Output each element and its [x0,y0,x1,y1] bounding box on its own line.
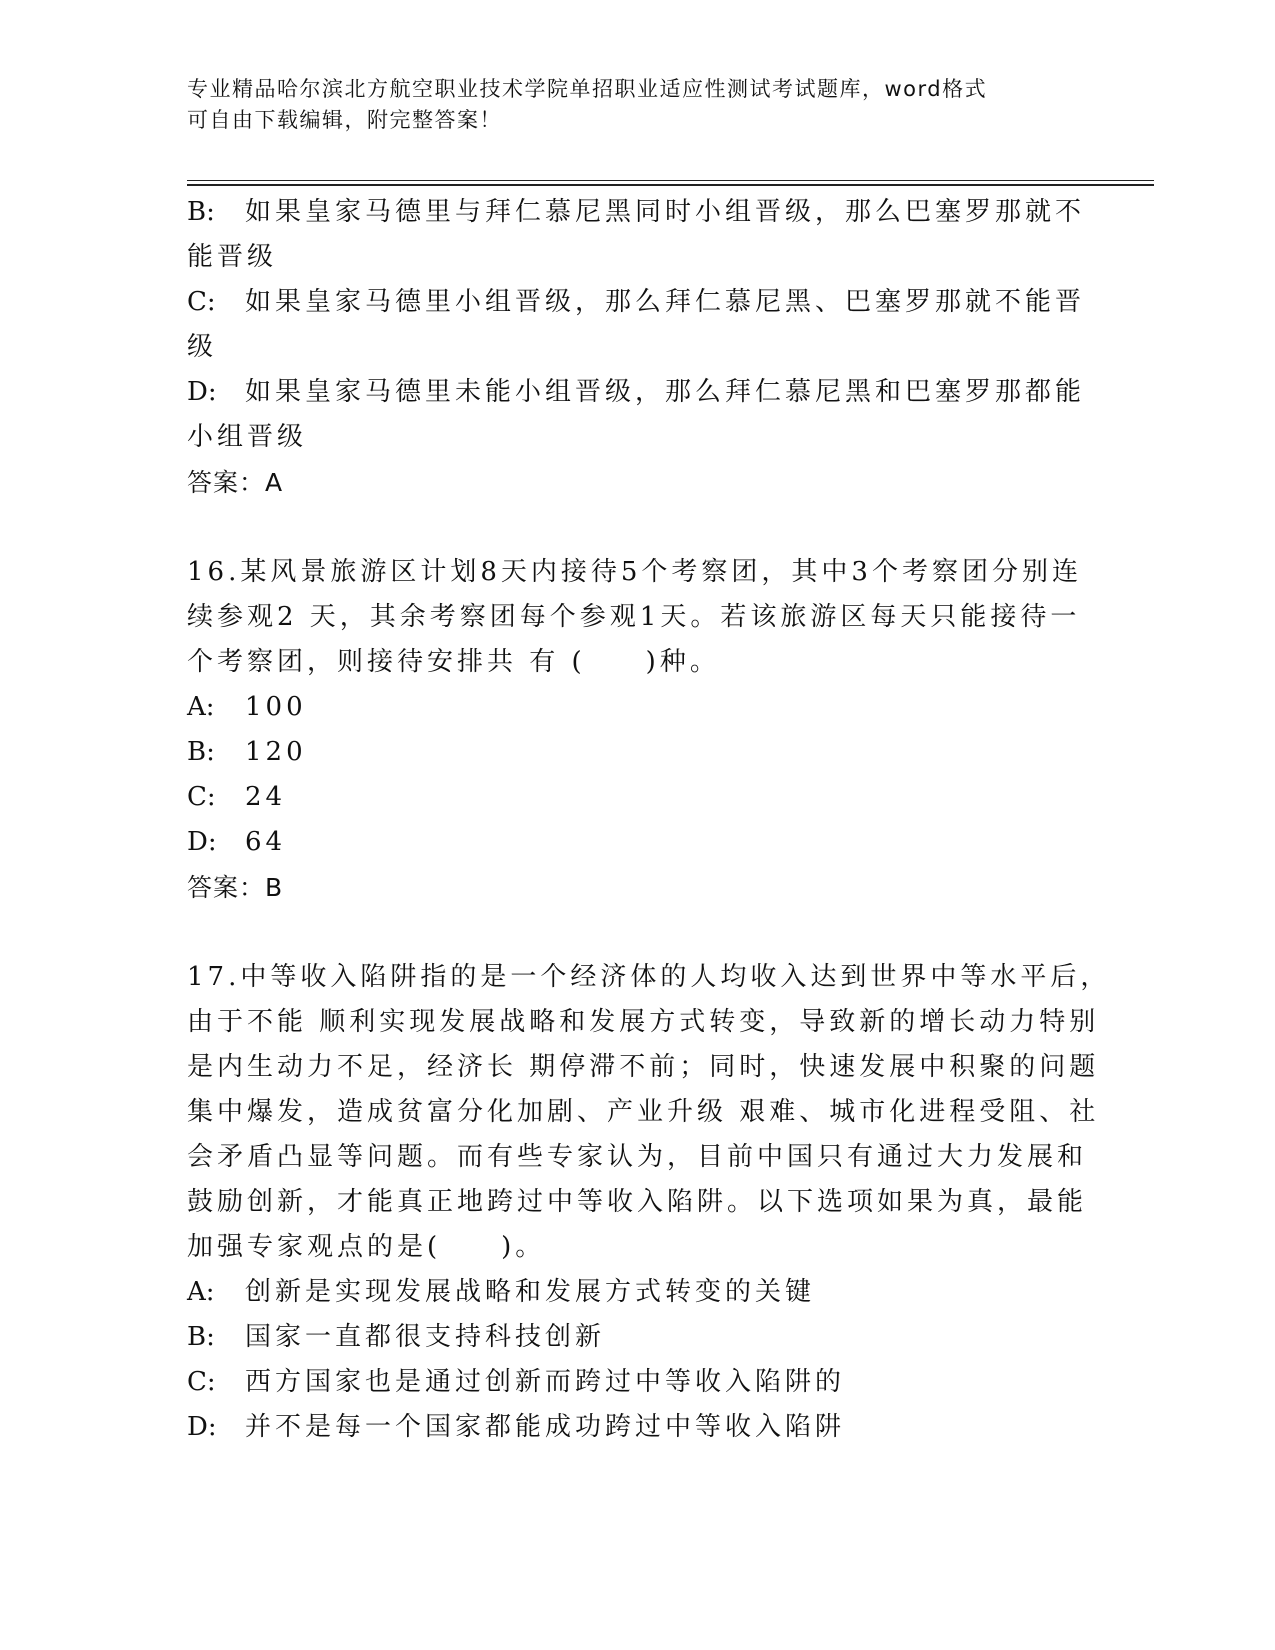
option-key: C: [187,782,216,812]
option-text: 创新是实现发展战略和发展方式转变的关键 [245,1277,816,1307]
question-15 [187,190,1087,505]
option-text: 国家一直都很支持科技创新 [245,1322,606,1352]
spacer [187,910,1087,955]
question-stem-line: 会矛盾凸显等问题。而有些专家认为，目前中国只有通过大力发展和 [187,1142,1088,1172]
option-key: B: [187,737,215,767]
option-d [187,1405,1087,1450]
option-d [187,370,1087,415]
option-text: 64 [245,827,287,857]
option-text: 如果皇家马德里小组晋级，那么拜仁慕尼黑、巴塞罗那就不能晋 [245,287,1086,317]
option-key: B: [187,1322,215,1352]
option-key: D: [187,1412,217,1442]
question-stem-line: 由于不能 顺利实现发展战略和发展方式转变，导致新的增长动力特别 [187,1007,1100,1037]
option-b [187,730,1087,775]
option-c [187,280,1087,325]
option-text: 24 [245,782,287,812]
option-key: C: [187,1367,216,1397]
option-a [187,685,1087,730]
question-16 [187,550,1087,910]
question-stem-line: 续参观2 天，其余考察团每个参观1天。若该旅游区每天只能接待一 [187,602,1081,632]
option-key: D: [187,827,217,857]
option-b [187,1315,1087,1360]
option-text-continued: 小组晋级 [187,422,308,452]
question-stem-line: 集中爆发，造成贫富分化加剧、产业升级 艰难、城市化进程受阻、社 [187,1097,1100,1127]
option-key: D: [187,377,217,407]
document-body [187,190,1111,1450]
question-17 [187,955,1111,1450]
spacer [187,505,1087,550]
header-divider [187,180,1154,181]
option-text-continued: 能晋级 [187,242,278,272]
option-text: 西方国家也是通过创新而跨过中等收入陷阱的 [245,1367,846,1397]
question-stem-line: 是内生动力不足，经济长 期停滞不前；同时，快速发展中积聚的问题 [187,1052,1100,1082]
option-text: 如果皇家马德里与拜仁慕尼黑同时小组晋级，那么巴塞罗那就不 [245,197,1086,227]
page-header [187,74,1067,136]
option-text: 120 [245,737,307,767]
question-stem-line: 16.某风景旅游区计划8天内接待5个考察团，其中3个考察团分别连 [187,557,1082,587]
option-c [187,1360,1087,1405]
question-stem-line: 个考察团，则接待安排共 有 ( )种。 [187,647,720,677]
option-text: 如果皇家马德里未能小组晋级，那么拜仁慕尼黑和巴塞罗那都能 [245,377,1086,407]
answer: 答案：B [187,873,284,902]
option-text: 并不是每一个国家都能成功跨过中等收入陷阱 [245,1412,846,1442]
option-text-continued: 级 [187,332,218,362]
question-stem-line: 鼓励创新，才能真正地跨过中等收入陷阱。以下选项如果为真，最能 [187,1187,1088,1217]
option-b [187,190,1087,235]
answer: 答案：A [187,468,284,497]
option-a [187,1270,1087,1315]
option-key: A: [187,692,215,722]
header-line-2: 可自由下载编辑，附完整答案！ [187,108,502,132]
option-key: C: [187,287,216,317]
option-key: B: [187,197,215,227]
question-stem-line: 17.中等收入陷阱指的是一个经济体的人均收入达到世界中等水平后， [187,962,1111,992]
option-text: 100 [245,692,307,722]
option-c [187,775,1087,820]
header-divider-thick [187,184,1154,186]
header-line-1: 专业精品哈尔滨北方航空职业技术学院单招职业适应性测试考试题库，word格式 [187,77,988,101]
option-d [187,820,1087,865]
option-key: A: [187,1277,215,1307]
question-stem-line: 加强专家观点的是( )。 [187,1232,546,1262]
